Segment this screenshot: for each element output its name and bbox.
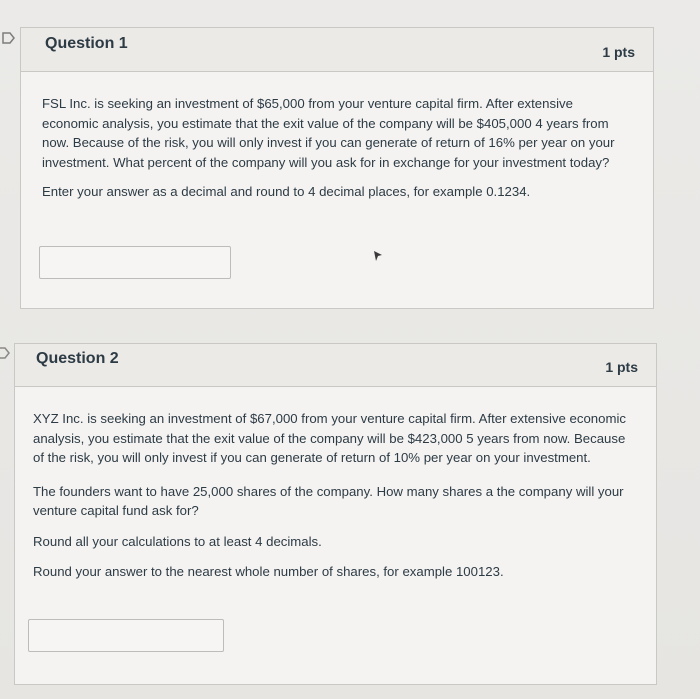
question-1-title: Question 1 — [45, 35, 128, 52]
question-2-title: Question 2 — [36, 350, 119, 367]
question-2-text: XYZ Inc. is seeking an investment of $67,000 from your venture capital firm. After extensive economic analysis, you estimate that the exit value of the company will be $423,000 5 years from now. Because of the risk, you will only invest if you can generate of return of 10% per year on your investment. — [33, 411, 626, 465]
question-2-body — [33, 409, 626, 582]
question-2-header — [15, 344, 656, 387]
flag-icon — [2, 31, 16, 45]
question-2-answer-format: Round your answer to the nearest whole number of shares, for example 100123. — [33, 564, 504, 579]
question-1-card — [20, 27, 654, 309]
flag-icon — [0, 346, 11, 360]
question-2-shares-prompt: The founders want to have 25,000 shares of the company. How many shares a the company will your venture capital fund ask for? — [33, 483, 624, 518]
question-1-points: 1 pts — [602, 44, 635, 60]
question-1-instructions: Enter your answer as a decimal and round to 4 decimal places, for example 0.1234. — [42, 184, 531, 199]
question-1-body — [42, 94, 628, 202]
question-1-answer-input[interactable] — [39, 246, 231, 279]
question-1-text: FSL Inc. is seeking an investment of $65,000 from your venture capital firm. After extensive economic analysis, you estimate that the exit value of the company will be $405,000 4 years from now. Because of the risk, you will only invest if you can generate of return of 16% per year on your investment. What percent of the company will you ask for in exchange for your investment today? — [42, 96, 615, 170]
question-2-card — [14, 343, 657, 685]
question-2-answer-input[interactable] — [28, 619, 224, 652]
mouse-cursor-icon — [373, 250, 383, 262]
question-1-header — [21, 28, 653, 72]
question-2-points: 1 pts — [605, 359, 638, 375]
question-2-rounding-note: Round all your calculations to at least 4 decimals. — [33, 533, 322, 549]
